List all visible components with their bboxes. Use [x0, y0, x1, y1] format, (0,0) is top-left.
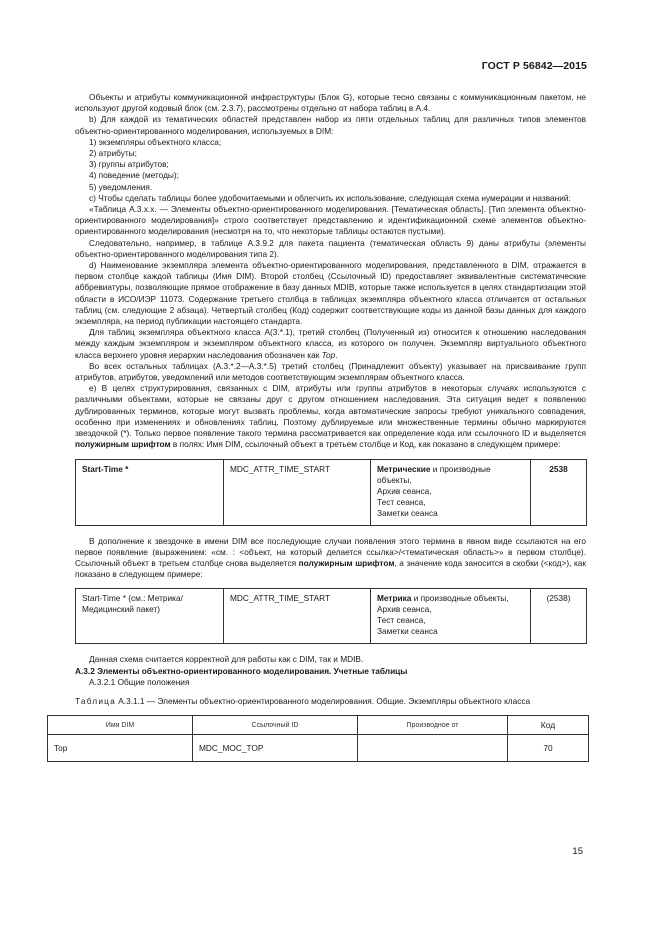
paragraph: d) Наименование экземпляра элемента объектно-ориентированного моделирования, представленного в DIM, отражается в первом столбце каждой таблицы (Имя DIM). Второй столбец (Ссылочный ID) предоставляет эквивалентные систематические аббревиатуры, позволяющие прямое отображение в базу данных MDIB, которые также используется в целях стандартизации этой области в ИСО/ИЭР 11073. Содержание третьего столбца в таблицах экземпляра объектного класса отличается от остальных таблиц (см. следующие 2 абзаца). Четвертый столбец (Код) содержит соответствующие коды из данной базы данных для каждого экземпляра, на период публикации настоящего стандарта.	[75, 260, 586, 327]
text: e) В целях структурирования, связанных с DIM, атрибуты или группы атрибутов в некоторых случаях используются с различными объектами, которые не связаны друг с другом отношением наследования. Эта ситуация ведет к появлению дублированных терминов, которые могут вызвать проблемы, когда автоматические запросы требуют уникального совпадения, особенно при изменениях и обновлениях таблиц. Поэтому дублируемые или множественные термины обычно маркируются звездочкой (*). Только первое появление такого термина рассматривается как определение кода или ссылочного ID и выделяется	[75, 383, 586, 439]
example-code: (2538)	[531, 589, 587, 644]
section-title: А.3.2 Элементы объектно-ориентированного моделирования. Учетные таблицы	[75, 665, 408, 676]
spacer	[75, 526, 586, 536]
paragraph: «Таблица А.3.x.x. — Элементы объектно-ориентированного моделирования. [Тематическая область]. [Тип элемента объектно-ориентированного моделирования]» строго соответствует представлению и идентификационной схеме элементов объектно-ориентированного моделирования (несмотря на то, что некоторые таблицы остаются пустыми).	[75, 204, 586, 237]
example-ref-id: MDC_ATTR_TIME_START	[224, 459, 371, 525]
list-item: 1) экземпляры объектного класса;	[89, 136, 222, 147]
paragraph	[75, 536, 586, 581]
text: , а значение кода заносится в скобки (<код>), как показано в следующем примере:	[75, 557, 586, 580]
list-item: 5) уведомления.	[89, 181, 153, 192]
list-item: 3) группы атрибутов;	[89, 159, 169, 170]
spacer	[75, 644, 586, 654]
table-row	[76, 459, 587, 525]
text: В дополнение к звездочке в имени DIM все последующие случаи появления этого термина в явном виде ссылаются на его первое появление (выражением: «см. : <объект, на который делается ссылка>/<тематическая область>» в первом столбце). Ссылочный объект в третьем столбце снова выделяется	[75, 535, 586, 568]
subsection-title: А.3.2.1 Общие положения	[89, 676, 190, 687]
table-cell: Top	[48, 735, 193, 762]
paragraph	[75, 327, 586, 361]
example-object-cell	[371, 589, 531, 644]
spacer	[75, 707, 586, 715]
paragraph: Во всех остальных таблицах (А.3.*.2—А.3.*.5) третий столбец (Принадлежит объекту) указывает на присваивание групп атрибутов, атрибутов, уведомлений или методов соответствующим экземплярам объектного класса.	[75, 360, 586, 383]
table-row	[48, 735, 589, 762]
paragraph	[75, 383, 586, 450]
example-table-2	[75, 588, 587, 644]
column-header: Имя DIM	[48, 716, 193, 735]
text: и производные объекты,	[377, 463, 491, 485]
paragraph: Объекты и атрибуты коммуникационной инфраструктуры (Блок G), которые тесно связаны с коммуникационным пакетом, не используют другой кодовый блок (см. 2.3.7), рассмотрены отдельно от набора таблиц в А.4.	[75, 92, 586, 114]
table-row	[76, 589, 587, 644]
document-id: ГОСТ Р 56842—2015	[481, 60, 587, 72]
table-cell: MDC_MOC_TOP	[193, 735, 358, 762]
text-bold: полужирным шрифтом	[75, 439, 171, 450]
table-a311	[47, 715, 589, 762]
column-header: Ссылочный ID	[193, 716, 358, 735]
text: .	[335, 349, 338, 360]
paragraph: c) Чтобы сделать таблицы более удобочитаемыми и облегчить их использование, следующая схема нумерации и названий:	[89, 192, 571, 203]
spacer	[75, 580, 586, 588]
text-italic: Top	[321, 349, 336, 360]
paragraph: b) Для каждой из тематических областей представлен набор из пяти отдельных таблиц для различных типов элементов объектно-ориентированного моделирования, используемых в DIM:	[75, 114, 586, 136]
example-code: 2538	[531, 459, 587, 525]
paragraph: Данная схема считается корректной для работы как с DIM, так и MDIB.	[89, 654, 364, 665]
example-dim-name: Start-Time * (см.: Метрика/ Медицинский пакет)	[76, 589, 224, 644]
paragraph: Следовательно, например, в таблице А.3.9.2 для пакета пациента (тематическая область 9) даны атрибуты (элементы объектно-ориентированного моделирования типа 2).	[75, 237, 586, 259]
caption-text: А.3.1.1 — Элементы объектно-ориентированного моделирования. Общие. Экземпляры объектного класса	[115, 695, 531, 706]
example-object-line: Тест сеанса,	[377, 496, 426, 507]
table-cell: 70	[508, 735, 589, 762]
table-caption	[75, 696, 635, 707]
example-dim-name: Start-Time *	[76, 459, 224, 525]
column-header: Код	[508, 716, 589, 735]
document-body	[54, 92, 586, 762]
text: Для таблиц экземпляра объектного класса А(3.*.1), третий столбец (Полученный из) относится к отношению наследования между каждым экземпляром и экземпляром объектного класса, из которого он получен. Экземпляр виртуального объектного класса верхнего уровня иерархии наследования обозначен как	[75, 327, 586, 360]
example-object-line: Заметки сеанса	[377, 507, 438, 518]
list-item: 4) поведение (методы);	[89, 170, 179, 181]
example-object-bold: Метрика	[377, 593, 412, 604]
example-ref-id: MDC_ATTR_TIME_START	[224, 589, 371, 644]
list-item: 2) атрибуты;	[89, 148, 137, 159]
table-cell	[358, 735, 508, 762]
example-object-line: Заметки сеанса	[377, 626, 438, 637]
text-bold: полужирным шрифтом	[298, 557, 395, 568]
spacer	[75, 451, 586, 459]
text: и производные объекты,	[411, 593, 509, 604]
example-object-line: Архив сеанса,	[377, 485, 432, 496]
text: в полях: Имя DIM, ссылочный объект в третьем столбце и Код, как показано в следующем примере:	[170, 439, 561, 450]
example-object-bold: Метрические	[377, 463, 431, 474]
column-header: Производное от	[358, 716, 508, 735]
example-object-line: Архив сеанса,	[377, 604, 432, 615]
caption-label: Таблица	[75, 695, 116, 706]
example-object-line: Тест сеанса,	[377, 615, 426, 626]
spacer	[75, 688, 586, 696]
table-header-row	[48, 716, 589, 735]
page-number: 15	[572, 846, 583, 857]
example-table-1	[75, 459, 587, 526]
example-object-cell	[371, 459, 531, 525]
